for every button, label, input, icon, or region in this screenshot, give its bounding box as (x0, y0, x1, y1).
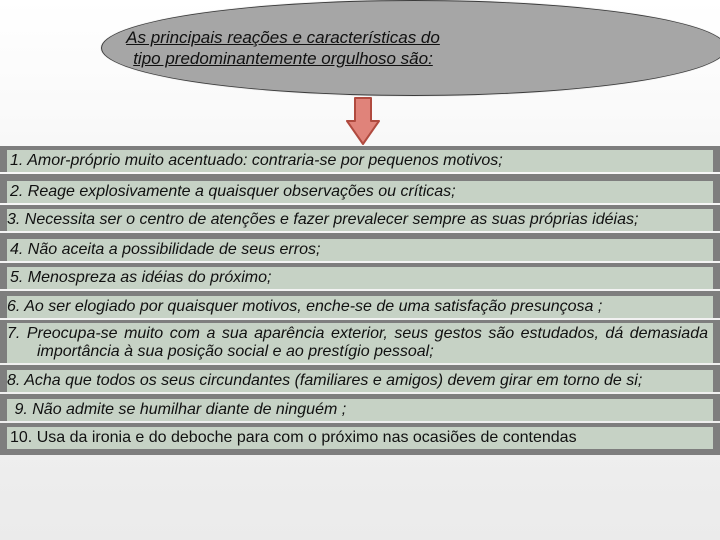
list-item-text: 8. Acha que todos os seus circundantes (familiares e amigos) devem girar em torno de si; (7, 370, 713, 392)
title-ellipse (101, 0, 720, 96)
list-item-text: 6. Ao ser elogiado por quaisquer motivos, enche-se de uma satisfação presunçosa ; (7, 296, 713, 318)
list-item (0, 233, 720, 261)
down-arrow-icon (346, 97, 380, 145)
list-item-text: 10. Usa da ironia e do deboche para com o próximo nas ocasiões de contendas (7, 427, 713, 449)
list-item-text: 1. Amor-próprio muito acentuado: contraria-se por pequenos motivos; (7, 150, 713, 172)
list-item-text: 2. Reage explosivamente a quaisquer observações ou críticas; (7, 181, 713, 203)
page-title (73, 27, 493, 69)
list-item (0, 174, 720, 203)
title-line-2: tipo predominantemente orgulhoso são: (133, 49, 433, 68)
list-item (0, 146, 720, 172)
list-item-text: 4. Não aceita a possibilidade de seus erros; (7, 239, 713, 261)
list-item (0, 365, 720, 392)
list-item (0, 320, 720, 363)
title-line-1: As principais reações e características do (126, 28, 440, 47)
characteristics-list (0, 146, 720, 457)
list-item-text: 3. Necessita ser o centro de atenções e fazer prevalecer sempre as suas próprias idéias; (7, 209, 713, 231)
list-item-text: 5. Menospreza as idéias do próximo; (7, 267, 713, 289)
list-item-text: 9. Não admite se humilhar diante de ninguém ; (7, 399, 713, 421)
list-item (0, 291, 720, 318)
list-item-text: 7. Preocupa-se muito com a sua aparência exterior, seus gestos são estudados, dá demasiada importância à sua posição social e ao prestígio pessoal; (7, 323, 713, 363)
list-item (0, 263, 720, 289)
list-item (0, 394, 720, 421)
list-item (0, 205, 720, 231)
list-item (0, 423, 720, 455)
